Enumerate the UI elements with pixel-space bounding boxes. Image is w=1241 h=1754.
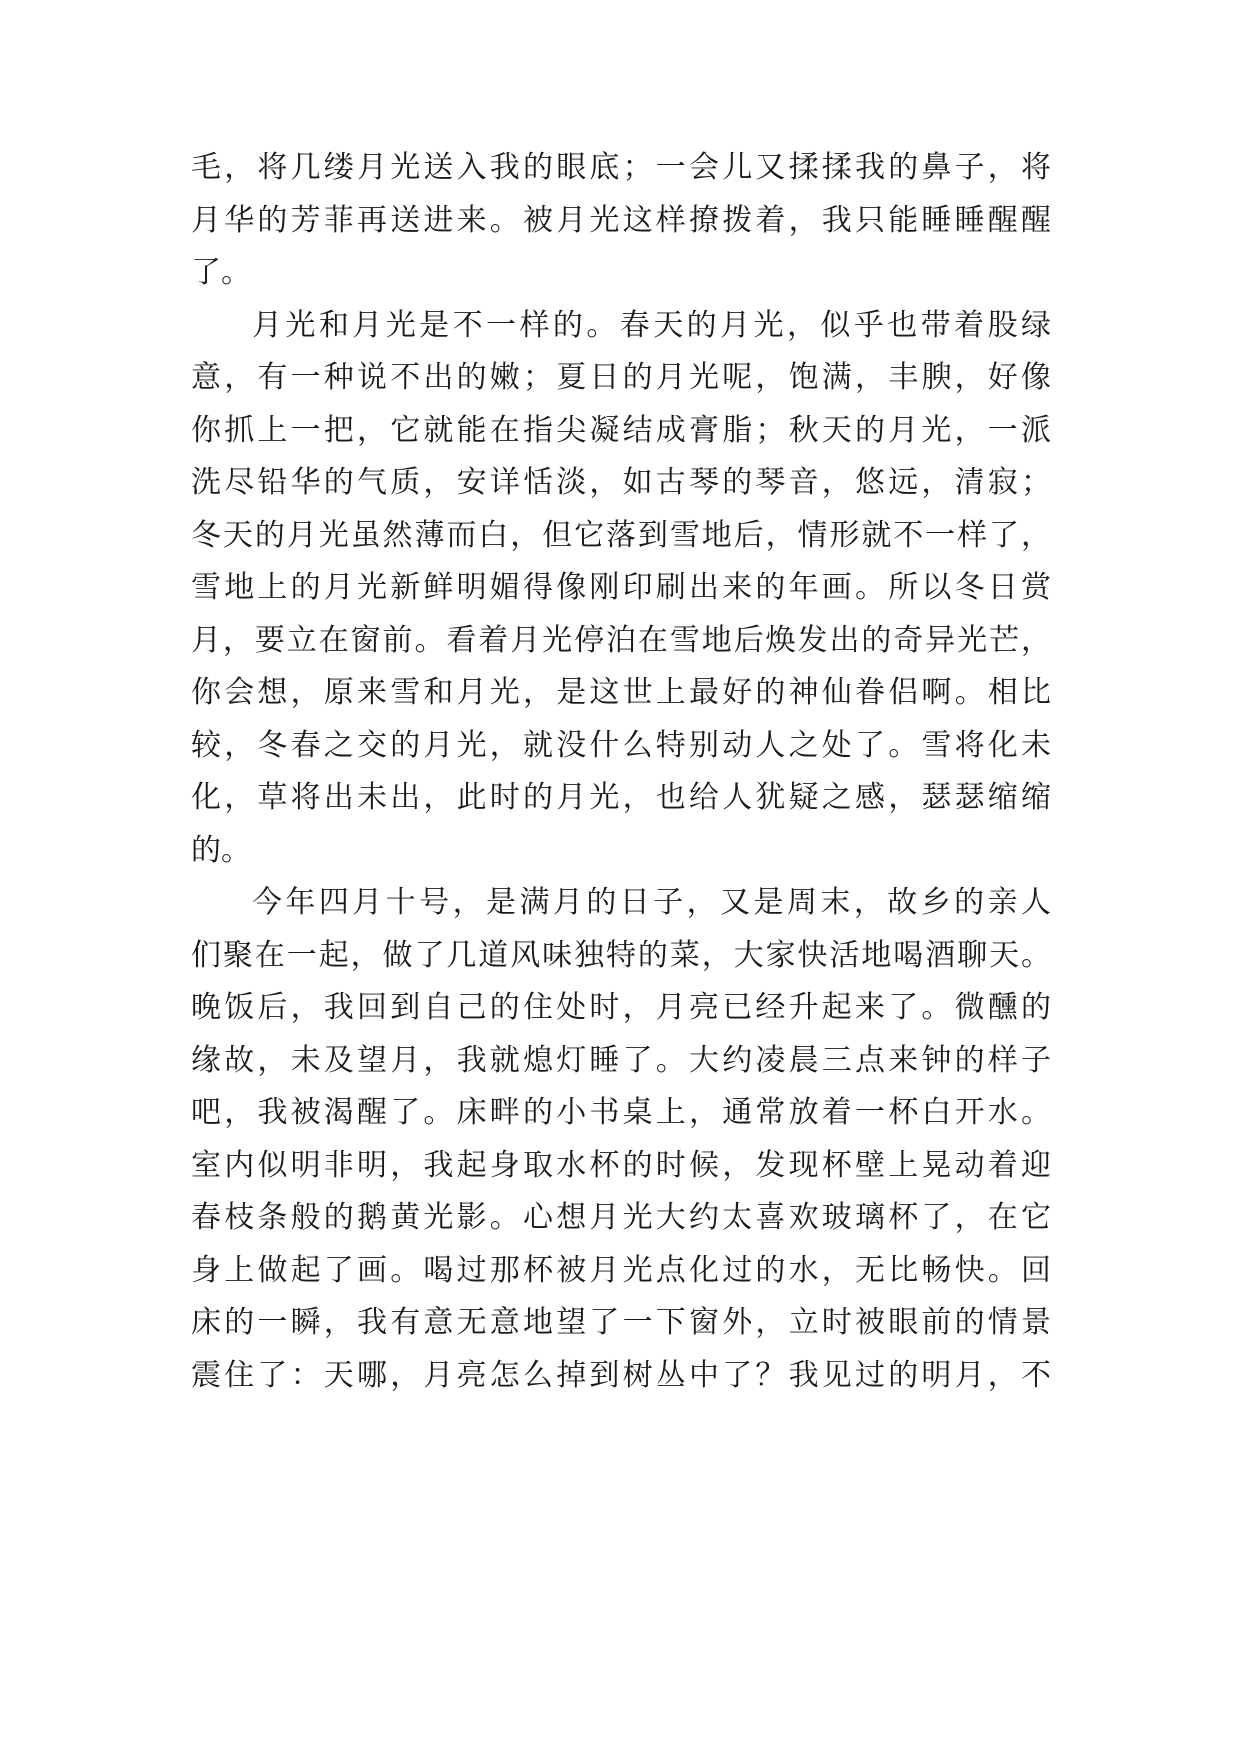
text-line: 化，草将出未出，此时的月光，也给人犹疑之感，瑟瑟缩缩 [191,780,1051,815]
paragraph-first-line: 月光和月光是不一样的。春天的月光，似乎也带着股绿 [252,308,1051,343]
text-line: 月华的芳菲再送进来。被月光这样撩拨着，我只能睡睡醒醒 [191,203,1051,238]
text-line: 了。 [191,255,251,290]
text-line: 较，冬春之交的月光，就没什么特别动人之处了。雪将化未 [191,728,1051,763]
text-line: 吧，我被渴醒了。床畔的小书桌上，通常放着一杯白开水。 [191,1095,1051,1130]
text-line: 身上做起了画。喝过那杯被月光点化过的水，无比畅快。回 [191,1253,1051,1288]
text-line: 们聚在一起，做了几道风味独特的菜，大家快活地喝酒聊天。 [191,938,1051,973]
text-line: 你会想，原来雪和月光，是这世上最好的神仙眷侣啊。相比 [191,675,1051,710]
text-line: 震住了：天哪，月亮怎么掉到树丛中了？我见过的明月，不 [191,1358,1051,1393]
text-line: 冬天的月光虽然薄而白，但它落到雪地后，情形就不一样了， [191,518,1051,553]
text-line: 你抓上一把，它就能在指尖凝结成膏脂；秋天的月光，一派 [191,413,1051,448]
text-line: 月，要立在窗前。看着月光停泊在雪地后焕发出的奇异光芒， [191,623,1051,658]
text-line: 雪地上的月光新鲜明媚得像刚印刷出来的年画。所以冬日赏 [191,570,1051,605]
text-line: 缘故，未及望月，我就熄灯睡了。大约凌晨三点来钟的样子 [191,1043,1051,1078]
text-line: 的。 [191,833,251,868]
text-line: 意，有一种说不出的嫩；夏日的月光呢，饱满，丰腴，好像 [191,360,1051,395]
paragraph-first-line: 今年四月十号，是满月的日子，又是周末，故乡的亲人 [252,885,1051,920]
text-line: 毛，将几缕月光送入我的眼底；一会儿又揉揉我的鼻子，将 [191,150,1051,185]
text-line: 床的一瞬，我有意无意地望了一下窗外，立时被眼前的情景 [191,1305,1051,1340]
text-line: 春枝条般的鹅黄光影。心想月光大约太喜欢玻璃杯了，在它 [191,1200,1051,1235]
text-line: 洗尽铅华的气质，安详恬淡，如古琴的琴音，悠远，清寂； [191,465,1051,500]
text-line: 室内似明非明，我起身取水杯的时候，发现杯壁上晃动着迎 [191,1148,1051,1183]
text-line: 晚饭后，我回到自己的住处时，月亮已经升起来了。微醺的 [191,990,1051,1025]
